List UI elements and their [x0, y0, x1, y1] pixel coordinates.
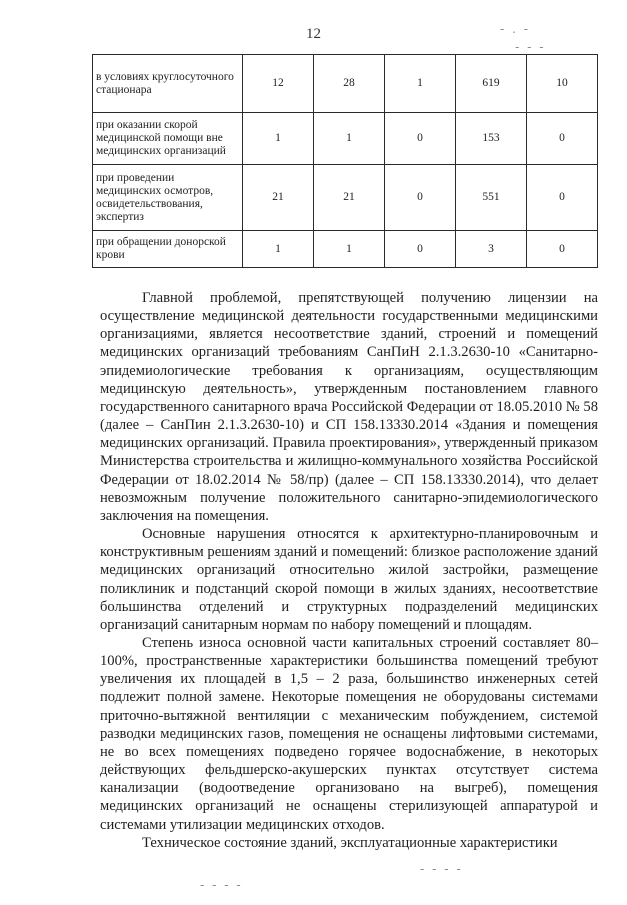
table-cell: 10 — [527, 55, 598, 113]
paragraph: Главной проблемой, препятствующей получению лицензии на осуществление медицинской деятельности государственными медицинскими организациями, является несоответствие зданий, строений и помещений медицинских организаций требованиям СанПиН 2.1.3.2630-10 «Санитарно-эпидемиологические требования к организациям, осуществляющим медицинскую деятельность», утвержденным постановлением главного государственного санитарного врача Российской Федерации от 18.05.2010 № 58 (далее – СанПин 2.1.3.2630-10) и СП 158.13330.2014 «Здания и помещения медицинских организаций. Правила проектирования», утвержденный приказом Министерства строительства и жилищно-коммунального хозяйства Российской Федерации от 18.02.2014 № 58/пр) (далее – СП 158.13330.2014), что делает невозможным получение положительного санитарно-эпидемиологического заключения на помещения. — [100, 290, 598, 524]
scan-artifact: - - - - — [420, 862, 463, 876]
table-cell: 0 — [385, 113, 456, 165]
row-label: в условиях круглосуточного стационара — [93, 55, 243, 113]
table-row — [93, 231, 598, 268]
table-cell: 1 — [314, 231, 385, 268]
table-cell: 1 — [385, 55, 456, 113]
table-cell: 1 — [314, 113, 385, 165]
scan-artifact: - . - — [500, 22, 531, 36]
table-cell: 0 — [527, 113, 598, 165]
table-cell: 1 — [243, 113, 314, 165]
table-cell: 3 — [456, 231, 527, 268]
table-cell: 0 — [385, 231, 456, 268]
row-label: при обращении донорской крови — [93, 231, 243, 268]
table-cell: 551 — [456, 165, 527, 231]
table-row — [93, 165, 598, 231]
row-label: при проведении медицинских осмотров, освидетельствования, экспертиз — [93, 165, 243, 231]
page-number: 12 — [306, 26, 321, 42]
row-label: при оказании скорой медицинской помощи вне медицинских организаций — [93, 113, 243, 165]
table-cell: 153 — [456, 113, 527, 165]
paragraph: Основные нарушения относятся к архитектурно-планировочным и конструктивным решениям зданий и помещений: близкое расположение зданий медицинских организаций относительно жилой застройки, размещение поликлиник и подстанций скорой помощи в жилых зданиях, несоответствие большинства отделений и структурных подразделений медицинских организаций санитарным нормам по набору помещений и площадям. — [100, 526, 598, 633]
table-cell: 619 — [456, 55, 527, 113]
paragraph: Техническое состояние зданий, эксплуатационные характеристики — [142, 834, 558, 851]
scan-artifact: - - - - — [200, 878, 243, 892]
table-cell: 0 — [527, 231, 598, 268]
table-cell: 21 — [314, 165, 385, 231]
table-row — [93, 113, 598, 165]
scan-artifact: - - - — [515, 40, 546, 54]
table-cell: 0 — [385, 165, 456, 231]
body-text — [100, 289, 598, 852]
table-cell: 12 — [243, 55, 314, 113]
table-cell: 0 — [527, 165, 598, 231]
paragraph: Степень износа основной части капитальных строений составляет 80–100%, пространственные характеристики большинства помещений требуют увеличения их площадей в 1,5 – 2 раза, большинство инженерных сетей подлежит полной замене. Некоторые помещения не оборудованы системами приточно-вытяжной вентиляции с механическим побуждением, системой разводки медицинских газов, помещения не оснащены лифтовыми системами, не во всех помещениях подведено горячее водоснабжение, в некоторых действующих фельдшерско-акушерских пунктах отсутствует система канализации (водоотведение организовано на выгреб), помещения медицинских организаций не оснащены стерилизующей аппаратурой и системами утилизации медицинских отходов. — [100, 634, 598, 833]
table-row — [93, 55, 598, 113]
table-cell: 28 — [314, 55, 385, 113]
statistics-table — [92, 54, 598, 268]
table-cell: 1 — [243, 231, 314, 268]
table-cell: 21 — [243, 165, 314, 231]
